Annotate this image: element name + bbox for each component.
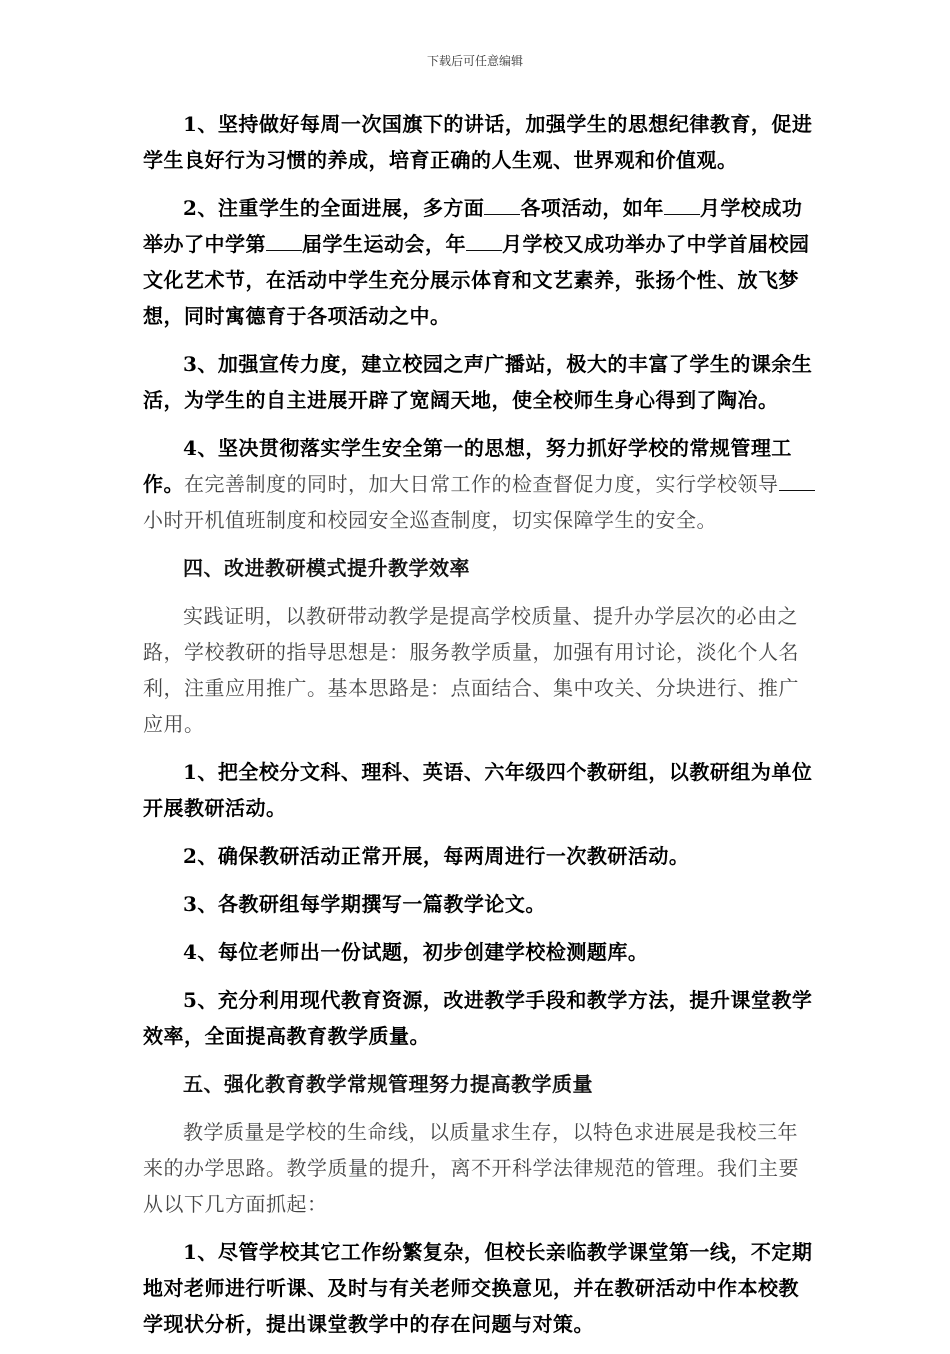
- paragraph-3: 3、加强宣传力度，建立校园之声广播站，极大的丰富了学生的课余生活，为学生的自主进展开辟了宽阔天地，使全校师生身心得到了陶冶。: [143, 352, 813, 412]
- paragraph-2-part-a: 2、注重学生的全面进展，多方面: [183, 196, 485, 220]
- paragraph-8: 3、各教研组每学期撰写一篇教学论文。: [183, 892, 546, 916]
- paragraph-4: [143, 430, 815, 538]
- section-heading-4: 四、改进教研模式提升教学效率: [183, 556, 470, 580]
- paragraph-9: 4、每位老师出一份试题，初步创建学校检测题库。: [183, 940, 649, 964]
- fill-blank: [484, 192, 520, 215]
- paragraph-2-part-e: 月学校又成功举办了中学首届校园文化艺术节，在活动中学生充分展示体育和文艺素养，张扬个性、放飞梦想，同时寓德育于各项活动之中。: [143, 232, 810, 328]
- paragraph-5: 实践证明，以教研带动教学是提高学校质量、提升办学层次的必由之路，学校教研的指导思想是：服务教学质量，加强有用讨论，淡化个人名利，注重应用推广。基本思路是：点面结合、集中攻关、分块进行、推广应用。: [143, 604, 799, 736]
- fill-blank: [779, 468, 815, 491]
- paragraph-10: 5、充分利用现代教育资源，改进教学手段和教学方法，提升课堂教学效率，全面提高教育教学质量。: [143, 988, 813, 1048]
- paragraph-7: 2、确保教研活动正常开展，每两周进行一次教研活动。: [183, 844, 690, 868]
- section-heading-5: 五、强化教育教学常规管理努力提高教学质量: [183, 1072, 593, 1096]
- paragraph-6: 1、把全校分文科、理科、英语、六年级四个教研组，以教研组为单位开展教研活动。: [143, 760, 813, 820]
- paragraph-11: 教学质量是学校的生命线，以质量求生存，以特色求进展是我校三年来的办学思路。教学质量的提升，离不开科学法律规范的管理。我们主要从以下几方面抓起：: [143, 1120, 799, 1216]
- fill-blank: [664, 192, 700, 215]
- paragraph-2-part-d: 届学生运动会，年: [302, 232, 466, 256]
- document-body: [143, 106, 815, 1354]
- paragraph-2-part-b: 各项活动，如年: [520, 196, 664, 220]
- page-header: 下载后可任意编辑: [426, 54, 523, 68]
- paragraph-4-bold: 4、坚决贯彻落实学生安全第一的思想，努力抓好学校的常规管理工作。: [143, 436, 792, 496]
- paragraph-12: 1、尽管学校其它工作纷繁复杂，但校长亲临教学课堂第一线，不定期地对老师进行听课、及时与有关老师交换意见，并在教研活动中作本校教学现状分析，提出课堂教学中的存在问题与对策。: [143, 1240, 813, 1336]
- paragraph-2-part-c: 月学校成功举办了中学第: [143, 196, 803, 256]
- paragraph-4-light-a: 在完善制度的同时，加大日常工作的检查督促力度，实行学校领导: [184, 472, 779, 496]
- paragraph-1: 1、坚持做好每周一次国旗下的讲话，加强学生的思想纪律教育，促进学生良好行为习惯的养成，培育正确的人生观、世界观和价值观。: [143, 112, 813, 172]
- paragraph-2: [143, 190, 815, 334]
- fill-blank: [466, 228, 502, 251]
- paragraph-4-light-b: 小时开机值班制度和校园安全巡查制度，切实保障学生的安全。: [143, 508, 717, 532]
- fill-blank: [266, 228, 302, 251]
